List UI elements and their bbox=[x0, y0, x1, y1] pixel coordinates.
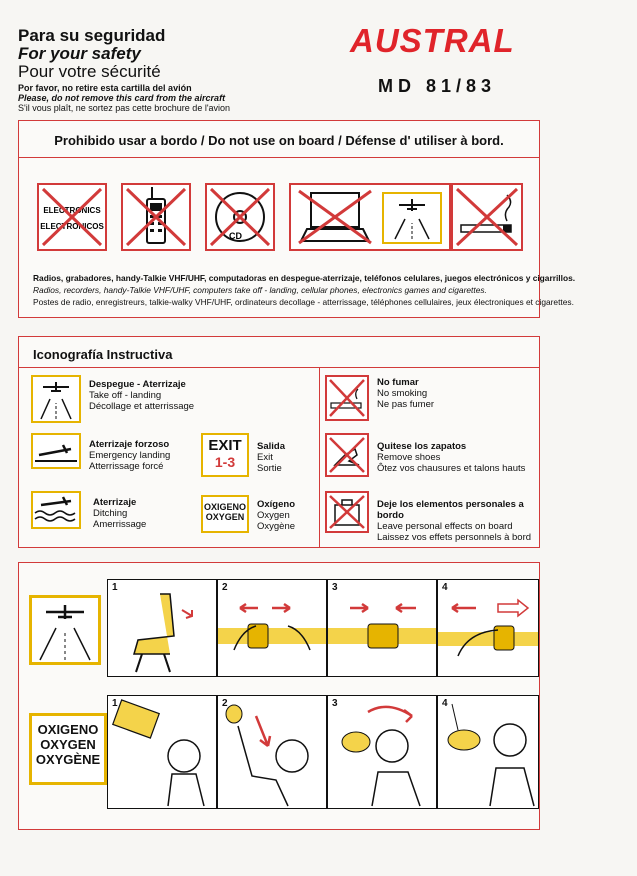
oxygen-sign-icon bbox=[201, 495, 249, 533]
oxygen-instructions-sign bbox=[29, 713, 107, 785]
exit-fr: Sortie bbox=[257, 463, 282, 474]
iconography-title: Iconografía Instructiva bbox=[33, 347, 173, 362]
oxygen-panel-line3: OXYGÈNE bbox=[35, 752, 101, 767]
prohibited-text-french: Postes de radio, enregistreurs, talkie-walky VHF/UHF, ordinateurs decollage - atterrissage, téléphones cellulaires, jeux électroniques et cigarettes. bbox=[33, 297, 574, 307]
oxygen-step-1-panel bbox=[107, 695, 217, 809]
belt-step-1-panel bbox=[107, 579, 217, 677]
divider bbox=[19, 157, 539, 158]
prohibited-title: Prohibido usar a bordo / Do not use on board / Défense d' utiliser à bord. bbox=[54, 133, 504, 148]
oxygen-panel-line2: OXYGEN bbox=[40, 737, 96, 752]
forced-fr: Atterrissage forcé bbox=[89, 461, 164, 472]
electronics-label: ELECTRONICS bbox=[43, 206, 101, 215]
forced-label bbox=[89, 439, 170, 472]
belt-step-4-number: 4 bbox=[442, 582, 448, 593]
title-spanish: Para su seguridad bbox=[18, 26, 166, 45]
oxygen-step-4-number: 4 bbox=[442, 698, 448, 709]
belt-step-2-panel bbox=[217, 579, 327, 677]
oxygen-sign-line2: OXYGEN bbox=[205, 512, 245, 522]
oxygen-fr: Oxygène bbox=[257, 521, 296, 532]
aircraft-model: MD 81/83 bbox=[378, 76, 497, 96]
nosmoking-fr: Ne pas fumer bbox=[377, 399, 435, 410]
cd-label: CD bbox=[229, 231, 242, 241]
shoes-es: Quitese los zapatos bbox=[377, 441, 467, 452]
instructions-section bbox=[18, 562, 540, 830]
belt-step-2-number: 2 bbox=[222, 582, 228, 593]
prohibited-text-english: Radios, recorders, handy-Talkie VHF/UHF, computers take off - landing, cellular phones, electronics games and cigarettes. bbox=[33, 285, 487, 295]
no-electronics-icon bbox=[37, 183, 107, 251]
prohibited-text-spanish: Radios, grabadores, handy-Talkie VHF/UHF, computadoras en despegue-aterrizaje, teléfonos celulares, juegos electrónicos y cigarrillos. bbox=[33, 273, 576, 283]
no-cd-icon bbox=[205, 183, 275, 251]
exit-sign-line1: EXIT bbox=[208, 437, 242, 454]
belt-step-1-number: 1 bbox=[112, 582, 118, 593]
oxygen-step-3-number: 3 bbox=[332, 698, 338, 709]
belt-step-3-number: 3 bbox=[332, 582, 338, 593]
oxygen-panel-line1: OXIGENO bbox=[37, 722, 99, 737]
personal-label bbox=[377, 499, 539, 543]
oxygen-step-4-panel bbox=[437, 695, 539, 809]
nosmoking-label bbox=[377, 377, 434, 410]
oxygen-en: Oxygen bbox=[257, 510, 290, 521]
forced-en: Emergency landing bbox=[89, 450, 171, 461]
forced-es: Aterrizaje forzoso bbox=[89, 439, 170, 450]
exit-en: Exit bbox=[257, 452, 273, 463]
shoes-en: Remove shoes bbox=[377, 452, 441, 463]
oxygen-sign-line1: OXIGENO bbox=[203, 502, 246, 512]
electronicos-label: ELECTRONICOS bbox=[40, 222, 104, 231]
iconography-section bbox=[18, 336, 540, 548]
exit-label bbox=[257, 441, 285, 474]
shoes-label bbox=[377, 441, 525, 474]
note-spanish: Por favor, no retire esta cartilla del avión bbox=[18, 83, 192, 93]
exit-sign-icon bbox=[201, 433, 249, 477]
belt-step-4-panel bbox=[437, 579, 539, 677]
exit-sign-line2: 1-3 bbox=[214, 454, 236, 470]
oxygen-es: Oxígeno bbox=[257, 499, 296, 510]
ditching-es: Aterrizaje bbox=[93, 497, 137, 508]
divider-vertical bbox=[319, 367, 320, 547]
oxygen-label bbox=[257, 499, 295, 532]
takeoff-label bbox=[89, 379, 194, 412]
oxygen-step-2-number: 2 bbox=[222, 698, 228, 709]
personal-es: Deje los elementos personales a bordo bbox=[377, 499, 524, 521]
ditching-fr: Amerrissage bbox=[93, 519, 147, 530]
ditching-label bbox=[93, 497, 146, 530]
no-computer-takeoff-icon bbox=[289, 183, 451, 251]
exit-es: Salida bbox=[257, 441, 285, 452]
personal-en: Leave personal effects on board bbox=[377, 521, 513, 532]
takeoff-landing-icon bbox=[31, 375, 81, 423]
takeoff-landing-icon bbox=[29, 595, 101, 665]
takeoff-fr: Décollage et atterrissage bbox=[89, 401, 195, 412]
note-english: Please, do not remove this card from the aircraft bbox=[18, 93, 226, 103]
note-french: S'il vous plaît, ne sortez pas cette brochure de l'avion bbox=[18, 103, 231, 113]
oxygen-step-1-number: 1 bbox=[112, 698, 118, 709]
personal-fr: Laissez vos effets personnels à bord bbox=[377, 532, 532, 543]
nosmoking-en: No smoking bbox=[377, 388, 428, 399]
ditching-en: Ditching bbox=[93, 508, 128, 519]
prohibited-section bbox=[18, 120, 576, 318]
takeoff-en: Take off - landing bbox=[89, 390, 162, 401]
title-french: Pour votre sécurité bbox=[18, 62, 161, 81]
shoes-fr: Ôtez vos chausures et talons hauts bbox=[377, 463, 526, 474]
brand-logo: AUSTRAL bbox=[350, 22, 515, 59]
nosmoking-es: No fumar bbox=[377, 377, 419, 388]
oxygen-step-2-panel bbox=[217, 695, 327, 809]
leave-personal-effects-icon bbox=[325, 491, 369, 533]
emergency-landing-icon bbox=[31, 433, 81, 469]
ditching-icon bbox=[31, 491, 81, 529]
no-smoking-icon bbox=[325, 375, 369, 421]
takeoff-es: Despegue - Aterrizaje bbox=[89, 379, 186, 390]
oxygen-step-3-panel bbox=[327, 695, 437, 809]
no-cigarette-icon bbox=[451, 183, 523, 251]
no-phone-icon bbox=[121, 183, 191, 251]
belt-step-3-panel bbox=[327, 579, 437, 677]
title-english: For your safety bbox=[18, 44, 141, 63]
remove-shoes-icon bbox=[325, 433, 369, 477]
divider bbox=[19, 367, 539, 368]
